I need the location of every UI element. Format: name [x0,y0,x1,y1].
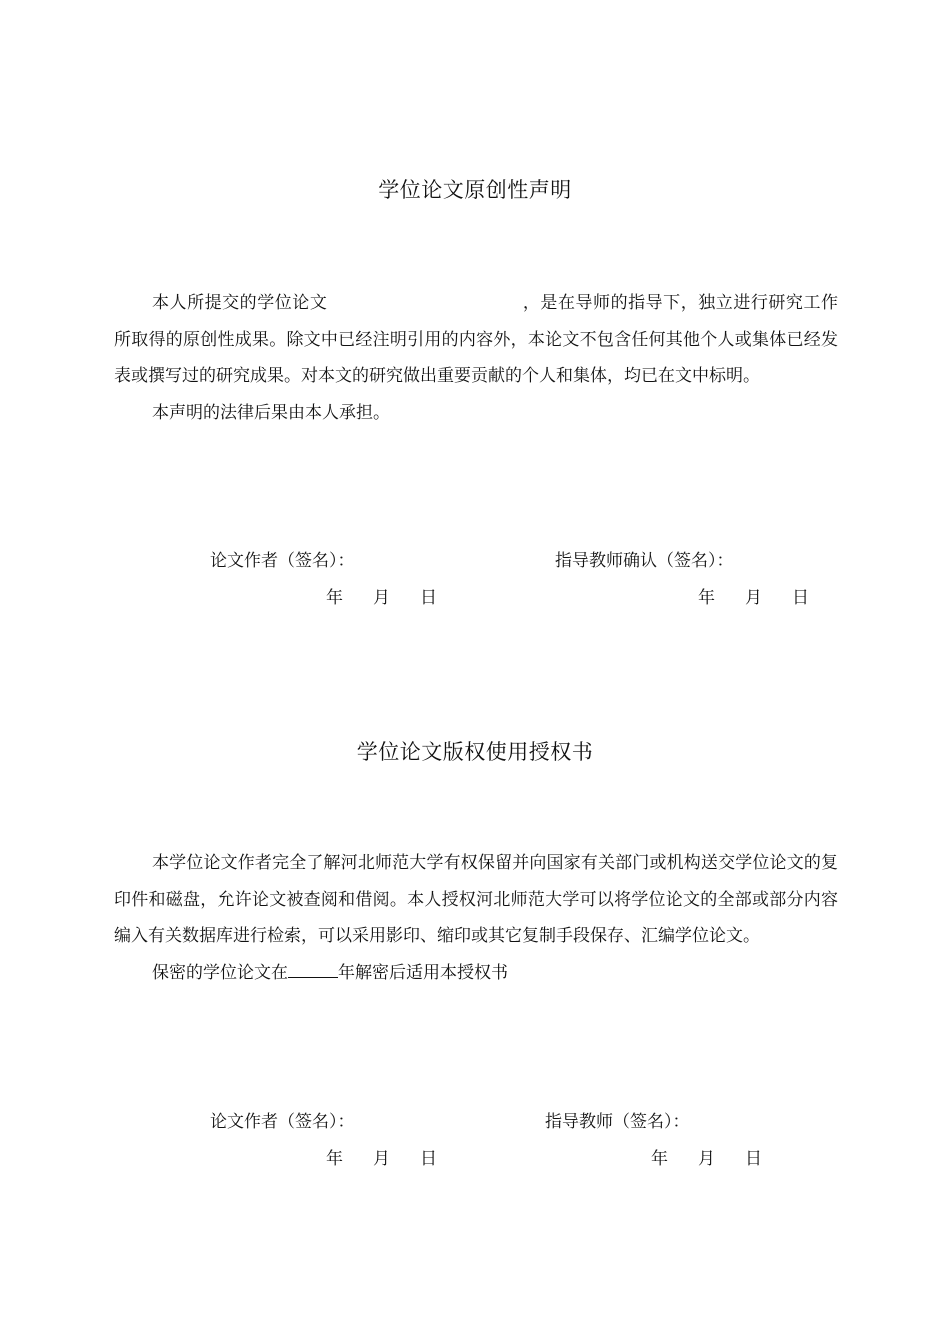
authorization-paragraph-2 [114,955,838,992]
date-year-label: 年 [698,588,715,608]
declaration-title: 学位论文原创性声明 [378,178,572,202]
authorization-paragraph-1: 本学位论文作者完全了解河北师范大学有权保留并向国家有关部门或机构送交学位论文的复印件和磁盘，允许论文被查阅和借阅。本人授权河北师范大学可以将学位论文的全部或部分内容编入有关数据库进行检索，可以采用影印、缩印或其它复制手段保存、汇编学位论文。 [114,853,838,946]
date-month-label: 月 [373,588,390,608]
authorization-advisor-date [651,1144,762,1169]
date-month-label: 月 [745,588,762,608]
authorization-title: 学位论文版权使用授权书 [356,740,594,764]
declaration-advisor-signature-label: 指导教师确认（签名）： [555,551,734,571]
authorization-paragraph-2-start: 保密的学位论文在 [152,962,288,983]
declaration-advisor-date [698,583,809,608]
date-day-label: 日 [420,588,437,608]
declaration-paragraph-1-rest: ，是在导师的指导下，独立进行研究工作所取得的原创性成果。除文中已经注明引用的内容外，本论文不包含任何其他个人或集体已经发表或撰写过的研究成果。对本文的研究做出重要贡献的个人和集体，均已在文中标明。 [114,293,839,386]
authorization-paragraph-2-rest: 年解密后适用本授权书 [338,962,508,983]
declaration-author-signature-label: 论文作者（签名）： [210,551,355,571]
declaration-paragraph-2: 本声明的法律后果由本人承担。 [152,402,390,423]
date-month-label: 月 [698,1149,715,1169]
authorization-author-signature-label: 论文作者（签名）： [210,1112,355,1132]
date-day-label: 日 [420,1149,437,1169]
declaration-body [114,285,838,431]
date-day-label: 日 [792,588,809,608]
authorization-body [114,845,838,991]
date-month-label: 月 [373,1149,390,1169]
authorization-advisor-signature-label: 指导教师（签名）： [545,1112,690,1132]
declaration-author-date [326,583,437,608]
date-day-label: 日 [745,1149,762,1169]
date-year-label: 年 [651,1149,668,1169]
date-year-label: 年 [326,1149,343,1169]
confidential-years-blank[interactable] [288,963,338,978]
declaration-paragraph-1-start: 本人所提交的学位论文 [152,293,328,313]
authorization-author-date [326,1144,437,1169]
declaration-paragraph-1 [114,285,838,395]
date-year-label: 年 [326,588,343,608]
